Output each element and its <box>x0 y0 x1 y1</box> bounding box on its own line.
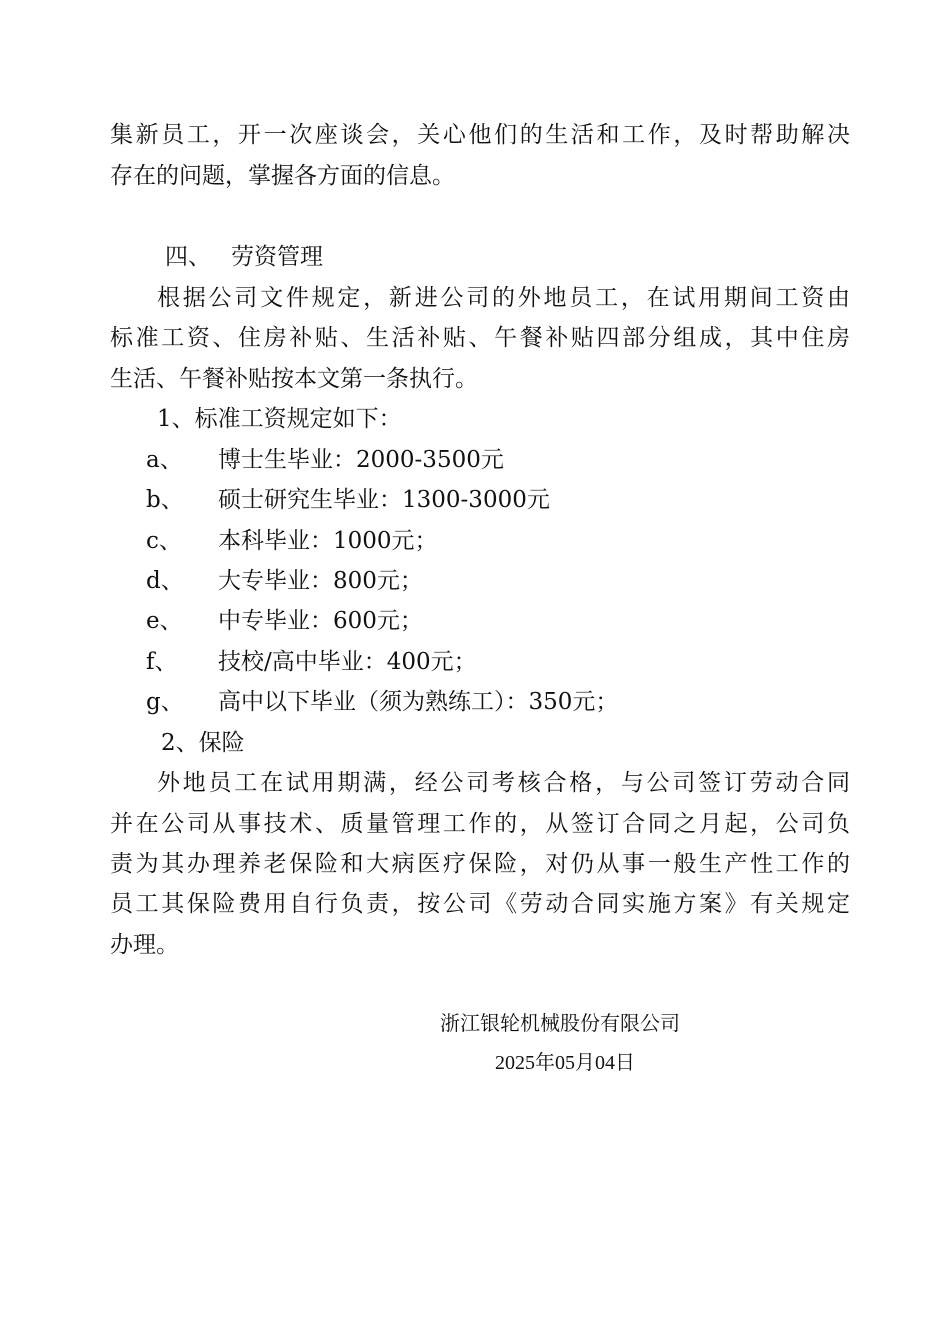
body-line: 责为其办理养老保险和大病医疗保险，对仍从事一般生产性工作的 <box>110 851 850 877</box>
body-line: 集新员工，开一次座谈会，关心他们的生活和工作，及时帮助解决 <box>110 122 850 148</box>
list-item <box>146 486 550 514</box>
body-line: 员工其保险费用自行负责，按公司《劳动合同实施方案》有关规定 <box>110 891 850 917</box>
list-item <box>146 567 423 595</box>
list-marker: f、 <box>146 649 178 675</box>
list-text: 中专毕业：600元； <box>218 608 423 634</box>
list-item <box>146 648 477 676</box>
list-item <box>146 527 438 555</box>
list-text: 硕士研究生毕业：1300-3000元 <box>218 487 550 513</box>
list-item <box>146 688 618 716</box>
list-marker: b、 <box>146 487 184 513</box>
section-title: 劳资管理 <box>231 244 323 270</box>
body-line: 并在公司从事技术、质量管理工作的，从签订合同之月起，公司负 <box>110 811 850 837</box>
section-number: 四、 <box>165 244 211 270</box>
body-line: 存在的问题，掌握各方面的信息。 <box>110 163 455 189</box>
list-text: 高中以下毕业（须为熟练工）：350元； <box>218 689 619 715</box>
body-line: 外地员工在试用期满，经公司考核合格，与公司签订劳动合同 <box>157 770 850 796</box>
body-line: 生活、午餐补贴按本文第一条执行。 <box>110 366 478 392</box>
body-line: 根据公司文件规定，新进公司的外地员工，在试用期间工资由 <box>157 285 850 311</box>
list-item <box>146 607 423 635</box>
list-marker: d、 <box>146 568 184 594</box>
company-name: 浙江银轮机械股份有限公司 <box>440 1013 680 1035</box>
body-line: 标准工资、住房补贴、生活补贴、午餐补贴四部分组成，其中住房 <box>110 325 850 351</box>
list-text: 博士生毕业：2000-3500元 <box>218 447 504 473</box>
subsection-title: 1、标准工资规定如下： <box>157 406 402 432</box>
list-item <box>146 446 504 474</box>
list-text: 大专毕业：800元； <box>218 568 423 594</box>
section-heading <box>165 243 323 271</box>
list-marker: a、 <box>146 447 183 473</box>
document-date: 2025年05月04日 <box>495 1052 635 1074</box>
list-marker: c、 <box>146 528 182 554</box>
list-text: 本科毕业：1000元； <box>218 528 438 554</box>
list-marker: e、 <box>146 608 183 634</box>
list-marker: g、 <box>146 689 184 715</box>
body-line: 办理。 <box>110 932 179 958</box>
subsection-title: 2、保险 <box>161 730 245 756</box>
list-text: 技校/高中毕业：400元； <box>218 649 477 675</box>
